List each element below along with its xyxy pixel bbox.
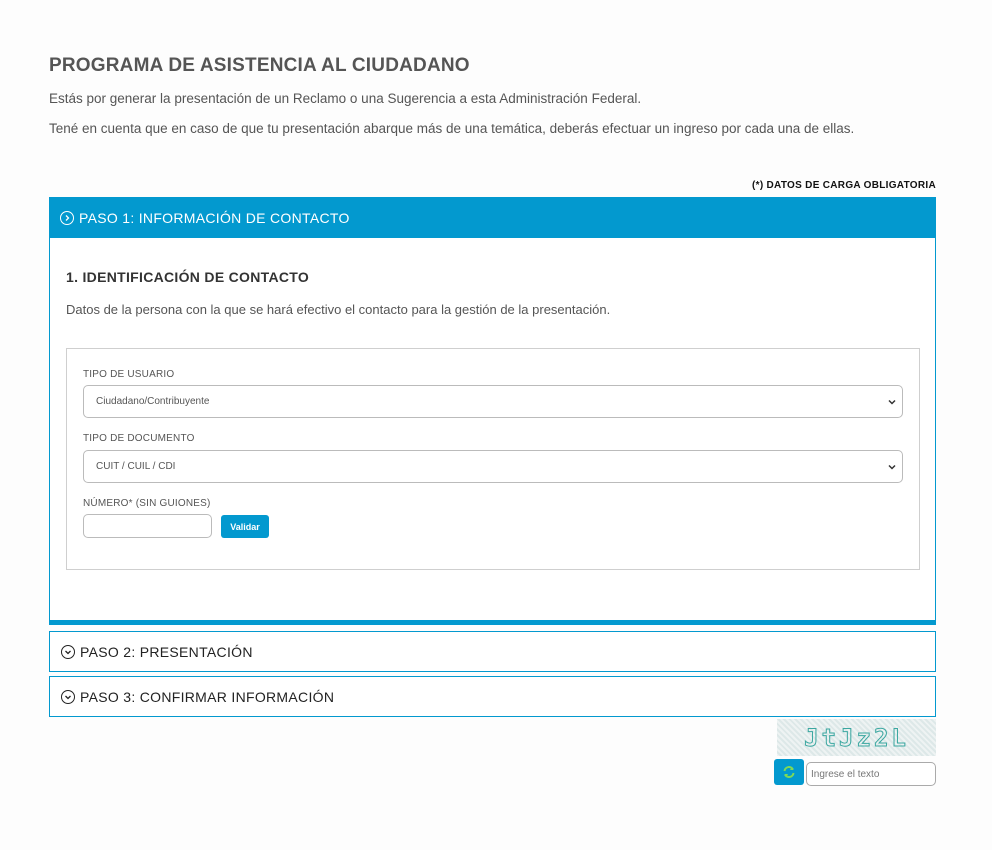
doc-type-select[interactable]	[83, 450, 903, 483]
chevron-down-circle-icon	[61, 690, 75, 704]
step-3-label: PASO 3: CONFIRMAR INFORMACIÓN	[80, 688, 335, 705]
user-type-value: Ciudadano/Contribuyente	[96, 396, 210, 407]
required-fields-note: (*) DATOS DE CARGA OBLIGATORIA	[752, 180, 936, 191]
page-title: PROGRAMA DE ASISTENCIA AL CIUDADANO	[49, 55, 470, 76]
step-2-label: PASO 2: PRESENTACIÓN	[80, 643, 253, 660]
step-1-header[interactable]	[49, 197, 936, 238]
user-type-label: TIPO DE USUARIO	[83, 369, 175, 380]
doc-type-value: CUIT / CUIL / CDI	[96, 461, 176, 472]
intro-text: Estás por generar la presentación de un Reclamo o una Sugerencia a esta Administración Federal.	[49, 91, 642, 106]
contact-form	[66, 348, 920, 570]
refresh-icon	[782, 765, 796, 779]
step-1-panel	[49, 238, 936, 625]
number-label: NÚMERO* (SIN GUIONES)	[83, 498, 211, 509]
number-input[interactable]	[83, 514, 212, 538]
intro-note: Tené en cuenta que en caso de que tu presentación abarque más de una temática, deberás efectuar un ingreso por cada una de ellas.	[49, 121, 855, 136]
section-description: Datos de la persona con la que se hará efectivo el contacto para la gestión de la presentación.	[66, 302, 611, 317]
user-type-select[interactable]	[83, 385, 903, 418]
step-1-label: PASO 1: INFORMACIÓN DE CONTACTO	[79, 209, 350, 226]
captcha-text: JtJz2L	[804, 723, 909, 752]
chevron-down-circle-icon	[61, 645, 75, 659]
chevron-down-icon	[887, 462, 897, 472]
captcha-refresh-button[interactable]	[774, 759, 804, 785]
step-3-header[interactable]	[49, 676, 936, 717]
section-title: 1. IDENTIFICACIÓN DE CONTACTO	[66, 269, 310, 285]
captcha-image	[777, 719, 936, 756]
chevron-right-circle-icon	[60, 211, 74, 225]
chevron-down-icon	[887, 397, 897, 407]
captcha-input[interactable]: Ingrese el texto	[806, 762, 936, 786]
doc-type-label: TIPO DE DOCUMENTO	[83, 433, 195, 444]
step-2-header[interactable]	[49, 631, 936, 672]
validate-button[interactable]: Validar	[221, 515, 269, 538]
